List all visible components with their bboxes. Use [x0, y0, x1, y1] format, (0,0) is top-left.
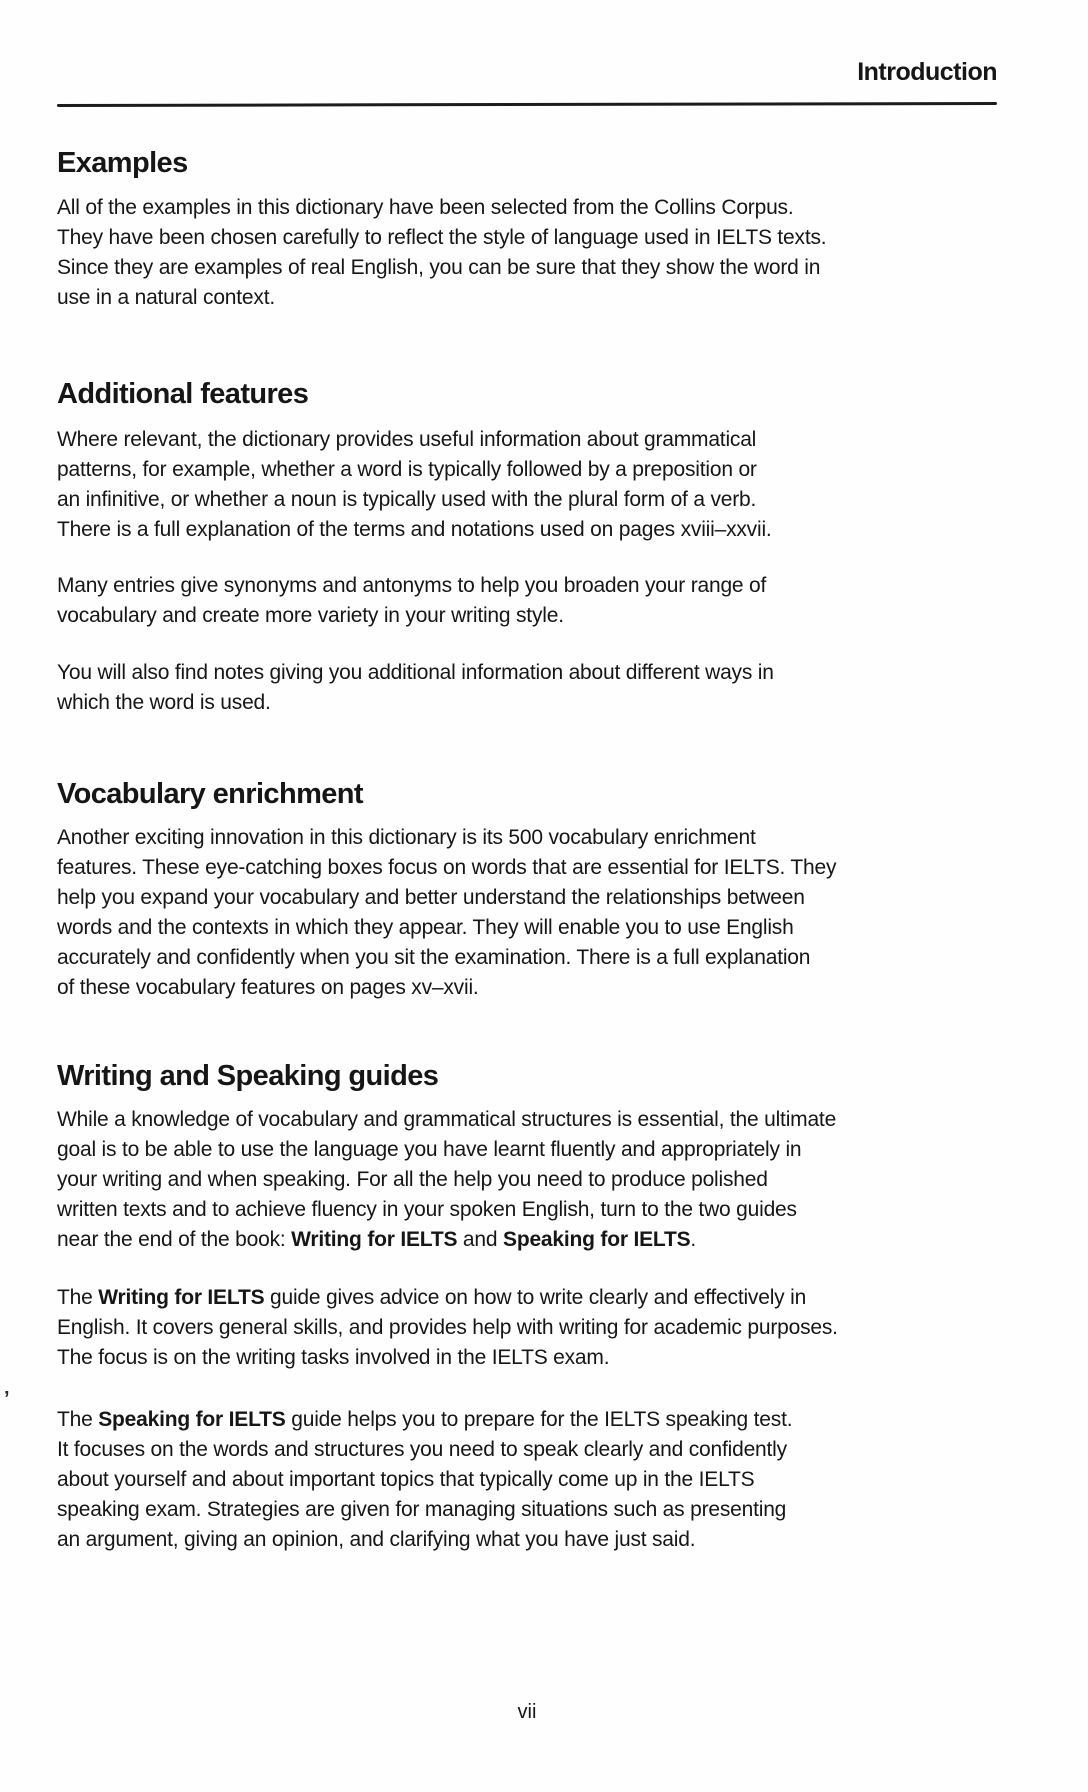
section-heading-examples: Examples: [57, 147, 188, 179]
text-line: use in a natural context.: [57, 286, 275, 309]
text-line: which the word is used.: [57, 691, 271, 714]
page-number: vii: [517, 1701, 537, 1723]
text-line: [57, 1405, 997, 1435]
text-line: patterns, for example, whether a word is typically followed by a preposition or: [57, 458, 757, 481]
text-line: [57, 1225, 997, 1255]
text-line: an argument, giving an opinion, and clarifying what you have just said.: [57, 1528, 696, 1551]
text-line: It focuses on the words and structures you need to speak clearly and confidently: [57, 1438, 787, 1461]
text-line: goal is to be able to use the language you have learnt fluently and appropriately in: [57, 1138, 802, 1161]
text-segment-bold: Writing for IELTS: [291, 1228, 458, 1251]
text-line: an infinitive, or whether a noun is typically used with the plural form of a verb.: [57, 488, 757, 511]
text-line: words and the contexts in which they appear. They will enable you to use English: [57, 916, 794, 939]
section-heading-additional-features: Additional features: [57, 378, 309, 410]
text-line: Another exciting innovation in this dictionary is its 500 vocabulary enrichment: [57, 826, 756, 849]
paragraph: [57, 1405, 997, 1555]
text-segment-bold: Speaking for IELTS: [503, 1228, 691, 1251]
text-line: You will also find notes giving you additional information about different ways in: [57, 661, 774, 684]
section-heading-vocabulary-enrichment: Vocabulary enrichment: [57, 778, 363, 810]
running-head: Introduction: [857, 58, 997, 86]
text-line: Where relevant, the dictionary provides useful information about grammatical: [57, 428, 757, 451]
text-line: Many entries give synonyms and antonyms to help you broaden your range of: [57, 574, 767, 597]
text-segment: guide gives advice on how to write clearly and effectively in: [264, 1286, 807, 1309]
text-line: vocabulary and create more variety in your writing style.: [57, 604, 564, 627]
section-heading-writing-speaking-guides: Writing and Speaking guides: [57, 1060, 439, 1092]
text-line: written texts and to achieve fluency in your spoken English, turn to the two guides: [57, 1198, 797, 1221]
paragraph: [57, 658, 997, 718]
paragraph: [57, 823, 997, 1003]
page-content: [57, 57, 997, 1555]
text-segment: The: [57, 1408, 99, 1431]
text-line: There is a full explanation of the terms and notations used on pages xviii–xxvii.: [57, 518, 772, 541]
header-rule: [57, 102, 997, 107]
text-line: English. It covers general skills, and provides help with writing for academic purposes.: [57, 1316, 838, 1339]
text-segment: near the end of the book:: [57, 1228, 292, 1251]
paragraph: [57, 571, 997, 631]
text-segment: .: [690, 1228, 697, 1251]
text-line: While a knowledge of vocabulary and grammatical structures is essential, the ultimate: [57, 1108, 837, 1131]
text-line: speaking exam. Strategies are given for managing situations such as presenting: [57, 1498, 787, 1521]
text-line: They have been chosen carefully to reflect the style of language used in IELTS texts.: [57, 226, 827, 249]
text-segment: The: [57, 1286, 99, 1309]
text-line: accurately and confidently when you sit the examination. There is a full explanation: [57, 946, 811, 969]
text-segment-bold: Speaking for IELTS: [98, 1408, 286, 1431]
text-line: All of the examples in this dictionary have been selected from the Collins Corpus.: [57, 196, 794, 219]
text-line: Since they are examples of real English, you can be sure that they show the word in: [57, 256, 821, 279]
paragraph: [57, 425, 997, 545]
text-segment: guide helps you to prepare for the IELTS speaking test.: [285, 1408, 793, 1431]
text-line: help you expand your vocabulary and better understand the relationships between: [57, 886, 805, 909]
text-line: features. These eye-catching boxes focus on words that are essential for IELTS. They: [57, 856, 837, 879]
paragraph: [57, 1105, 997, 1255]
text-line: [57, 1283, 997, 1313]
paragraph: [57, 1283, 997, 1373]
scan-artifact-mark: ’: [4, 1388, 10, 1410]
text-line: about yourself and about important topics that typically come up in the IELTS: [57, 1468, 755, 1491]
paragraph: [57, 193, 997, 313]
text-line: of these vocabulary features on pages xv–xvii.: [57, 976, 479, 999]
text-line: your writing and when speaking. For all the help you need to produce polished: [57, 1168, 768, 1191]
text-line: The focus is on the writing tasks involved in the IELTS exam.: [57, 1346, 610, 1369]
text-segment-bold: Writing for IELTS: [98, 1286, 265, 1309]
text-segment: and: [457, 1228, 504, 1251]
